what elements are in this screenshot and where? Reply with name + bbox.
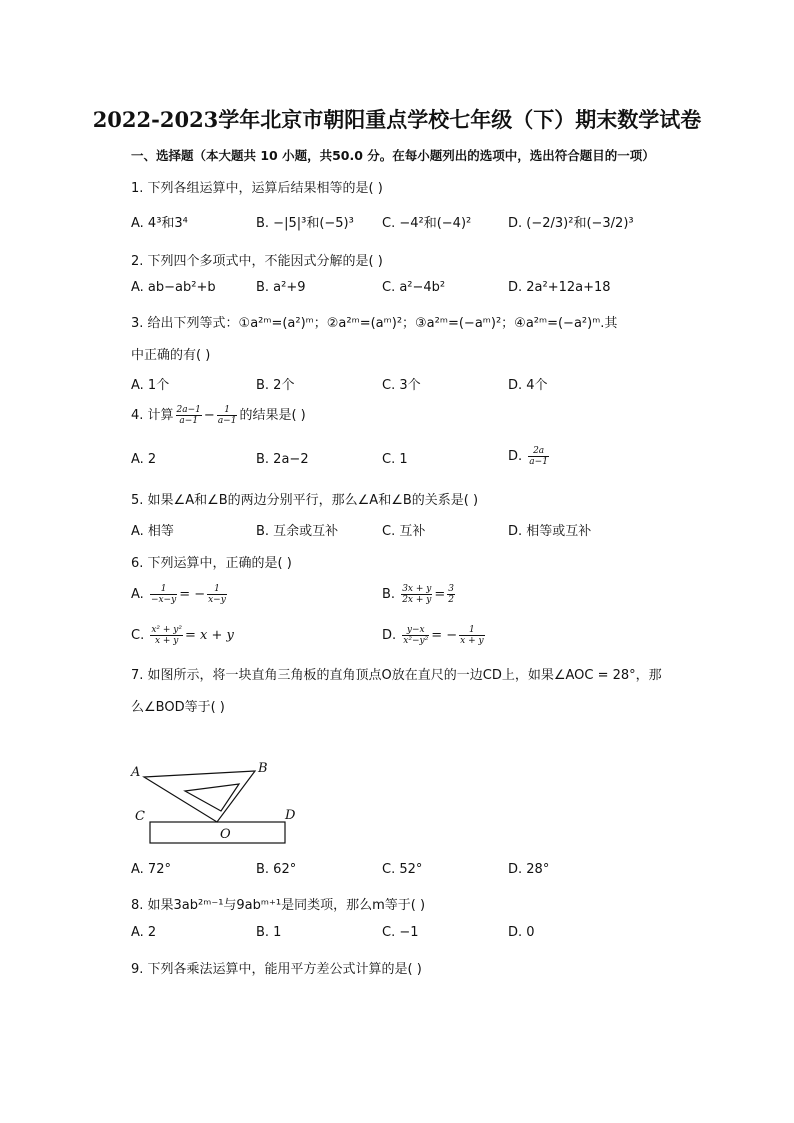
q6-opta-n2: 1: [207, 584, 227, 595]
ruler: [150, 822, 285, 843]
q6-opta-d2: x−y: [208, 595, 226, 605]
q1-option-c[interactable]: C. −4²和(−4)²: [382, 216, 472, 231]
q6-option-b[interactable]: [382, 584, 457, 605]
q5-option-a[interactable]: A. 相等: [131, 524, 174, 539]
question-7-options: [131, 862, 691, 884]
q6-optc-n1: x² + y²: [151, 625, 182, 635]
q4-option-b[interactable]: B. 2a−2: [256, 452, 309, 467]
q2-option-b[interactable]: B. a²+9: [256, 280, 306, 295]
q5-option-d[interactable]: D. 相等或互补: [508, 524, 592, 539]
q3-option-c[interactable]: C. 3个: [382, 378, 421, 393]
q7-option-c[interactable]: C. 52°: [382, 862, 423, 877]
question-8-options: [131, 925, 691, 947]
q6-opta-n1: 1: [150, 584, 177, 595]
q6-optb-label: B.: [382, 587, 396, 602]
q6-optb-d1: 2x + y: [402, 595, 432, 605]
label-c: C: [135, 809, 145, 824]
q8-option-c[interactable]: C. −1: [382, 925, 419, 940]
q4-frac2-den: a−1: [217, 416, 237, 426]
q4-fraction-1: [176, 405, 202, 426]
question-2-options: [131, 280, 691, 302]
q1-option-a[interactable]: A. 4³和3⁴: [131, 216, 188, 231]
question-6-options-row1: [131, 584, 691, 610]
q4-optd-den: a−1: [529, 457, 548, 467]
question-8-stem: 8. 如果3ab²ᵐ⁻¹与9abᵐ⁺¹是同类项，那么m等于( ): [131, 898, 426, 913]
q4-frac1-den: a−1: [179, 416, 199, 426]
q6-optd-label: D.: [382, 628, 397, 643]
triangle-ruler-figure: [125, 755, 305, 850]
question-5-options: [131, 520, 691, 542]
q7-option-d[interactable]: D. 28°: [508, 862, 550, 877]
q4-option-a[interactable]: A. 2: [131, 452, 157, 467]
label-b: B: [258, 761, 268, 776]
q3-option-b[interactable]: B. 2个: [256, 378, 295, 393]
q4-frac1-num: 2a−1: [176, 405, 201, 415]
q6-opta-eq: = −: [179, 587, 206, 602]
q4-prefix: 4. 计算: [131, 408, 174, 423]
q4-option-d-label: D.: [508, 449, 523, 464]
q4-minus: −: [203, 408, 215, 423]
question-3-options: [131, 374, 691, 396]
q6-optb-eq: =: [434, 587, 446, 602]
q7-option-a[interactable]: A. 72°: [131, 862, 171, 877]
page-title: 2022-2023学年北京市朝阳重点学校七年级（下）期末数学试卷: [92, 107, 702, 132]
q4-suffix: 的结果是( ): [239, 408, 306, 423]
q1-option-b[interactable]: B. −|5|³和(−5)³: [256, 216, 354, 231]
q8-option-d[interactable]: D. 0: [508, 925, 535, 940]
q1-option-d[interactable]: D. (−2/3)²和(−3/2)³: [508, 216, 634, 231]
q4-frac2-num: 1: [217, 405, 238, 416]
q6-optc-frac1: [150, 625, 183, 646]
q6-optb-n2: 3: [448, 584, 454, 594]
question-6-options-row2: [131, 625, 691, 651]
label-d: D: [285, 808, 296, 823]
label-a: A: [131, 765, 141, 780]
q6-optd-d2: x + y: [460, 636, 484, 646]
question-4-options: [131, 446, 691, 474]
q6-opta-label: A.: [131, 587, 144, 602]
q6-optc-label: C.: [131, 628, 145, 643]
section-heading: 一、选择题（本大题共 10 小题，共50.0 分。在每小题列出的选项中，选出符合题目的一项）: [131, 148, 655, 163]
q6-optd-d1: x²−y²: [403, 636, 429, 646]
q3-option-d[interactable]: D. 4个: [508, 378, 548, 393]
q2-option-d[interactable]: D. 2a²+12a+18: [508, 280, 611, 295]
question-3-stem-line1: 3. 给出下列等式：①a²ᵐ=(a²)ᵐ；②a²ᵐ=(aᵐ)²；③a²ᵐ=(−aᵐ)²；④a²ᵐ=(−a²)ᵐ.其: [131, 316, 618, 331]
q6-opta-d1: −x−y: [150, 595, 177, 605]
q7-option-b[interactable]: B. 62°: [256, 862, 297, 877]
question-5-stem: 5. 如果∠A和∠B的两边分别平行，那么∠A和∠B的关系是( ): [131, 493, 479, 508]
question-9-stem: 9. 下列各乘法运算中，能用平方差公式计算的是( ): [131, 962, 422, 977]
q8-option-b[interactable]: B. 1: [256, 925, 282, 940]
q2-option-a[interactable]: A. ab−ab²+b: [131, 280, 216, 295]
set-square-outer: [144, 771, 255, 822]
q6-option-d[interactable]: [382, 625, 487, 646]
q6-option-c[interactable]: [131, 625, 234, 646]
q6-optd-eq: = −: [431, 628, 458, 643]
q6-optb-frac2: [447, 584, 455, 605]
q6-optb-n1: 3x + y: [402, 584, 432, 594]
q6-option-a[interactable]: [131, 584, 229, 605]
q6-opta-frac1: [150, 584, 177, 605]
q4-option-d[interactable]: [508, 446, 551, 467]
question-2-stem: 2. 下列四个多项式中，不能因式分解的是( ): [131, 254, 383, 269]
question-7-stem-line1: 7. 如图所示，将一块直角三角板的直角顶点O放在直尺的一边CD上，如果∠AOC = 28°，那: [131, 668, 662, 683]
q6-optc-d1: x + y: [154, 636, 179, 646]
q4-option-c[interactable]: C. 1: [382, 452, 408, 467]
q6-optd-n1: y−x: [402, 625, 429, 636]
label-o: O: [220, 827, 231, 842]
q4-option-d-fraction: [528, 446, 549, 467]
question-1-stem: 1. 下列各组运算中，运算后结果相等的是( ): [131, 181, 383, 196]
question-3-stem-line2: 中正确的有( ): [131, 348, 211, 363]
q4-fraction-2: [217, 405, 238, 426]
question-4-stem: [131, 404, 306, 426]
question-7-stem-line2: 么∠BOD等于( ): [131, 700, 225, 715]
q5-option-b[interactable]: B. 互余或互补: [256, 524, 339, 539]
q6-optd-n2: 1: [459, 625, 484, 636]
question-6-stem: 6. 下列运算中，正确的是( ): [131, 556, 292, 571]
q2-option-c[interactable]: C. a²−4b²: [382, 280, 446, 295]
question-1-options: [131, 212, 691, 234]
q6-optd-frac1: [402, 625, 429, 646]
q6-optb-frac1: [401, 584, 432, 605]
q6-opta-frac2: [207, 584, 227, 605]
q3-option-a[interactable]: A. 1个: [131, 378, 170, 393]
q8-option-a[interactable]: A. 2: [131, 925, 157, 940]
q6-optc-eq: = x + y: [185, 628, 234, 643]
q4-optd-num: 2a: [528, 446, 549, 457]
q6-optd-frac2: [459, 625, 484, 646]
q6-optb-d2: 2: [448, 595, 454, 605]
q5-option-c[interactable]: C. 互补: [382, 524, 426, 539]
